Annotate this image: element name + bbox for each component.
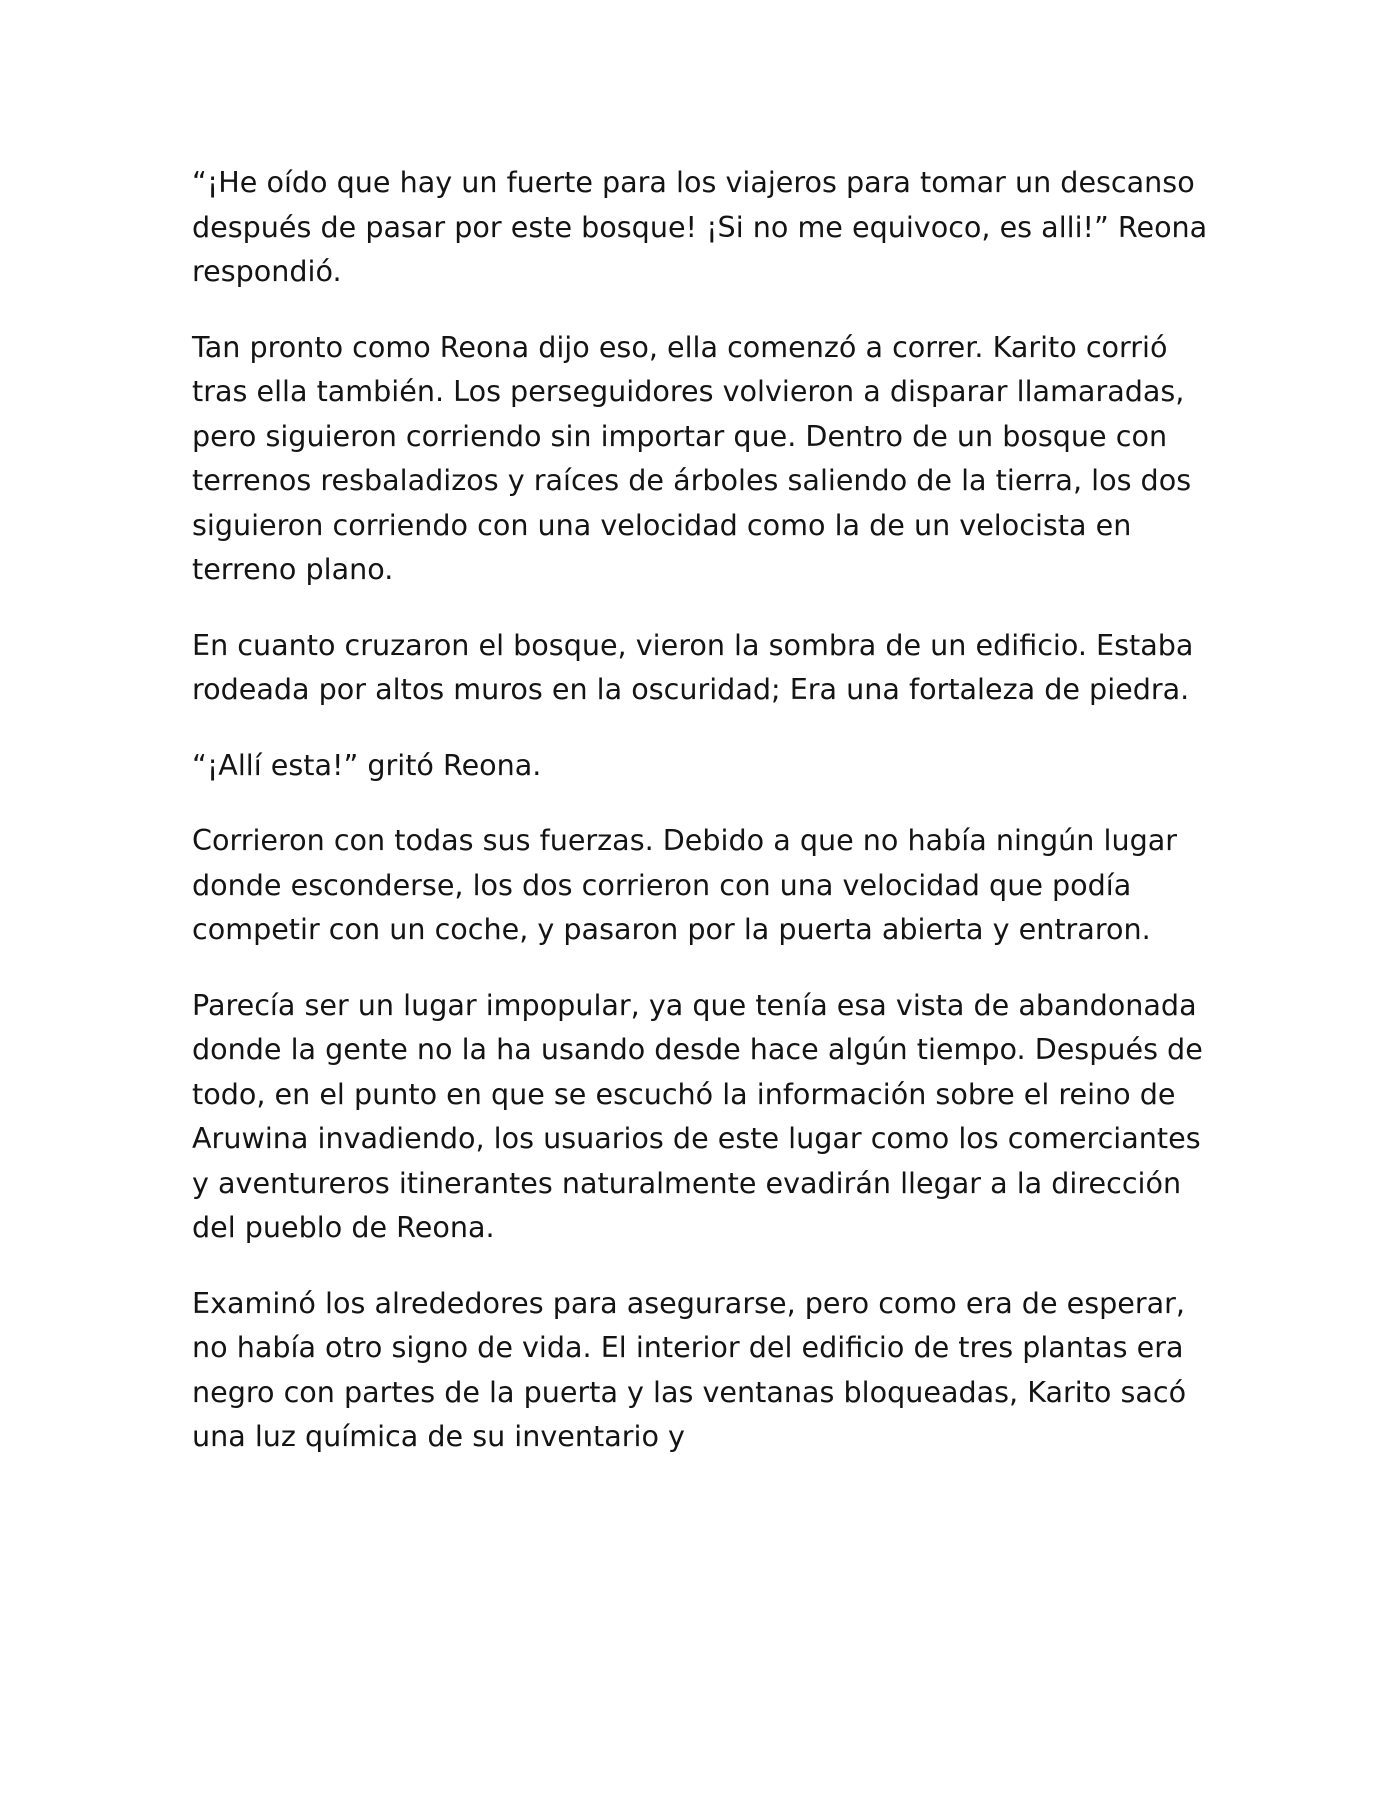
body-text	[192, 160, 1212, 1490]
paragraph: Tan pronto como Reona dijo eso, ella comenzó a correr. Karito corrió tras ella también. Los perseguidores volvieron a disparar llamaradas, pero siguieron corriendo sin importar que. Dentro de un bosque con terrenos resbaladizos y raíces de árboles saliendo de la tierra, los dos siguieron corriendo con una velocidad como la de un velocista en terreno plano.	[192, 329, 1192, 586]
paragraph: En cuanto cruzaron el bosque, vieron la sombra de un edificio. Estaba rodeada por altos muros en la oscuridad; Era una fortaleza de piedra.	[192, 627, 1194, 706]
paragraph: “¡He oído que hay un fuerte para los viajeros para tomar un descanso después de pasar por este bosque! ¡Si no me equivoco, es alli!” Reona respondió.	[192, 165, 1208, 288]
paragraph: Examinó los alrededores para asegurarse, pero como era de esperar, no había otro signo de vida. El interior del edificio de tres plantas era negro con partes de la puerta y las ventanas bloqueadas, Karito sacó una luz química de su inventario y	[192, 1285, 1187, 1453]
paragraph: Corrieron con todas sus fuerzas. Debido a que no había ningún lugar donde esconderse, los dos corrieron con una velocidad que podía competir con un coche, y pasaron por la puerta abierta y entraron.	[192, 823, 1178, 946]
paragraph: “¡Allí esta!” gritó Reona.	[192, 747, 542, 782]
paragraph: Parecía ser un lugar impopular, ya que tenía esa vista de abandonada donde la gente no la ha usando desde hace algún tiempo. Después de todo, en el punto en que se escuchó la información sobre el reino de Aruwina invadiendo, los usuarios de este lugar como los comerciantes y aventureros itinerantes naturalmente evadirán llegar a la dirección del pueblo de Reona.	[192, 987, 1203, 1244]
